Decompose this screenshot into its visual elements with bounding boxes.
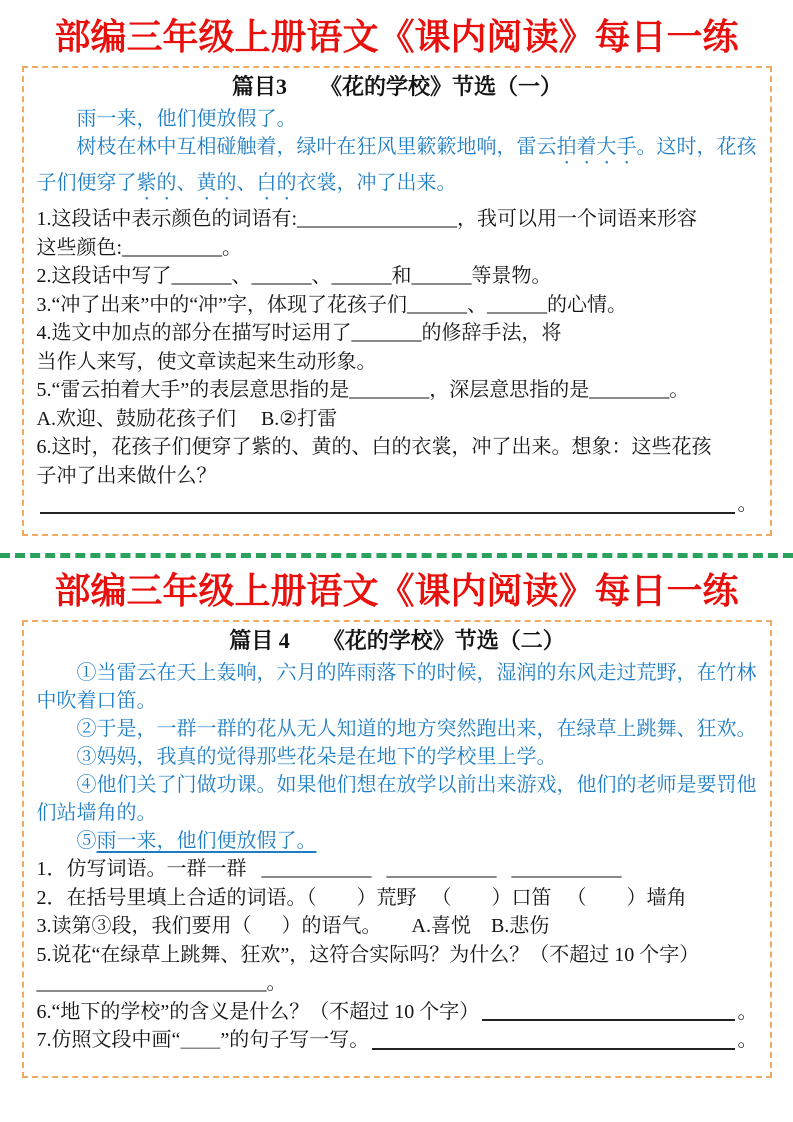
passage-text: 树枝在林中互相碰触着，绿叶在狂风里簌簌地响，雷云 [76, 136, 557, 158]
question-3: 3.“冲了出来”中的“冲”字，体现了花孩子们______、______的心情。 [36, 293, 628, 316]
question-1: 1．仿写词语。一群一群 ___________ ___________ ___________ [36, 858, 622, 880]
passage-paragraph-4: ④他们关了门做功课。如果他们想在放学以前出来游戏，他们的老师是要罚他们站墙角的。 [36, 774, 757, 824]
question-5-options: A.欢迎、鼓励花孩子们 B.②打雷 [36, 407, 338, 430]
question-7-row [37, 1026, 758, 1055]
questions-1 [37, 205, 758, 519]
question-2: 2．在括号里填上合适的词语。（ ）荒野 （ ）口笛 （ ）墙角 [36, 886, 687, 909]
worksheet-title-2: 部编三年级上册语文《课内阅读》每日一练 [54, 571, 739, 611]
passage-2 [37, 659, 758, 855]
passage-1 [37, 105, 758, 205]
question-7: 7.仿照文段中画“＿＿”的句子写一写。 [36, 1029, 370, 1051]
section-heading-2: 篇目 4 《花的学校》节选（二） [229, 628, 565, 653]
passage-text: 、 [176, 172, 197, 194]
underlined-sentence: 雨一来，他们便放假了。 [96, 830, 317, 852]
passage-paragraph-5 [37, 827, 758, 855]
emphasized-text: 黄的 [196, 172, 237, 194]
passage-paragraph-3: ③妈妈，我真的觉得那些花朵是在地下的学校里上学。 [76, 746, 557, 768]
emphasized-text: 紫的 [136, 172, 177, 194]
period-mark: 。 [737, 1000, 758, 1023]
passage-text: 衣裳，冲了出来。 [296, 172, 457, 194]
period-mark: 。 [266, 972, 287, 994]
emphasized-text: 白的 [256, 172, 297, 194]
question-6-line-1: 6.这时，花孩子们便穿了紫的、黄的、白的衣裳，冲了出来。想象：这些花孩 [36, 436, 712, 458]
question-5: 5.说花“在绿草上跳舞、狂欢”，这符合实际吗？为什么？（不超过 10 个字） [36, 943, 700, 966]
question-6: 6.“地下的学校”的含义是什么？（不超过 10 个字） [36, 1000, 480, 1023]
period-mark: 。 [737, 1029, 758, 1051]
question-1-line-1: 1.这段话中表示颜色的词语有:________________，我可以用一个词语来形容 [36, 208, 698, 230]
section-box-2 [22, 620, 772, 1078]
question-2: 2.这段话中写了______、______、______和______等景物。 [36, 265, 552, 287]
question-4-line-2: 当作人来写，使文章读起来生动形象。 [36, 350, 377, 373]
answer-blank-row [37, 490, 758, 519]
answer-blank-line [482, 999, 734, 1021]
passage-paragraph-1: ①当雷云在天上轰响，六月的阵雨落下的时候，湿润的东风走过荒野，在竹林中吹着口笛。 [36, 662, 757, 712]
passage-text: ⑤ [76, 830, 97, 852]
question-6-line-2: 子冲了出来做什么？ [36, 464, 217, 487]
question-5-answer-blank [37, 969, 758, 998]
answer-blank-line [372, 1028, 734, 1050]
emphasized-text: 拍着大手 [556, 136, 637, 158]
section-heading-1: 篇目3 《花的学校》节选（一） [231, 74, 562, 99]
period-mark: 。 [737, 493, 758, 515]
section-box-1 [22, 66, 772, 536]
question-6-row [37, 998, 758, 1027]
passage-sentence: 雨一来，他们便放假了。 [76, 108, 297, 130]
worksheet-title-1: 部编三年级上册语文《课内阅读》每日一练 [54, 17, 739, 57]
questions-2 [37, 855, 758, 1055]
question-3: 3.读第③段，我们要用（ ）的语气。 A.喜悦 B.悲伤 [36, 915, 550, 937]
passage-paragraph-2: ②于是，一群一群的花从无人知道的地方突然跑出来，在绿草上跳舞、狂欢。 [76, 718, 757, 740]
passage-text: 、 [236, 172, 257, 194]
passage-paragraph [37, 133, 758, 205]
question-1-line-2: 这些颜色:__________。 [36, 236, 243, 259]
answer-blank-line [40, 492, 735, 514]
question-5: 5.“雷云拍着大手”的表层意思指的是________，深层意思指的是________。 [36, 379, 690, 401]
passage-text: 。这时，花孩子们便穿了 [36, 136, 757, 194]
question-4-line-1: 4.选文中加点的部分在描写时运用了_______的修辞手法，将 [36, 322, 562, 344]
answer-blank: _______________________ [36, 972, 267, 994]
